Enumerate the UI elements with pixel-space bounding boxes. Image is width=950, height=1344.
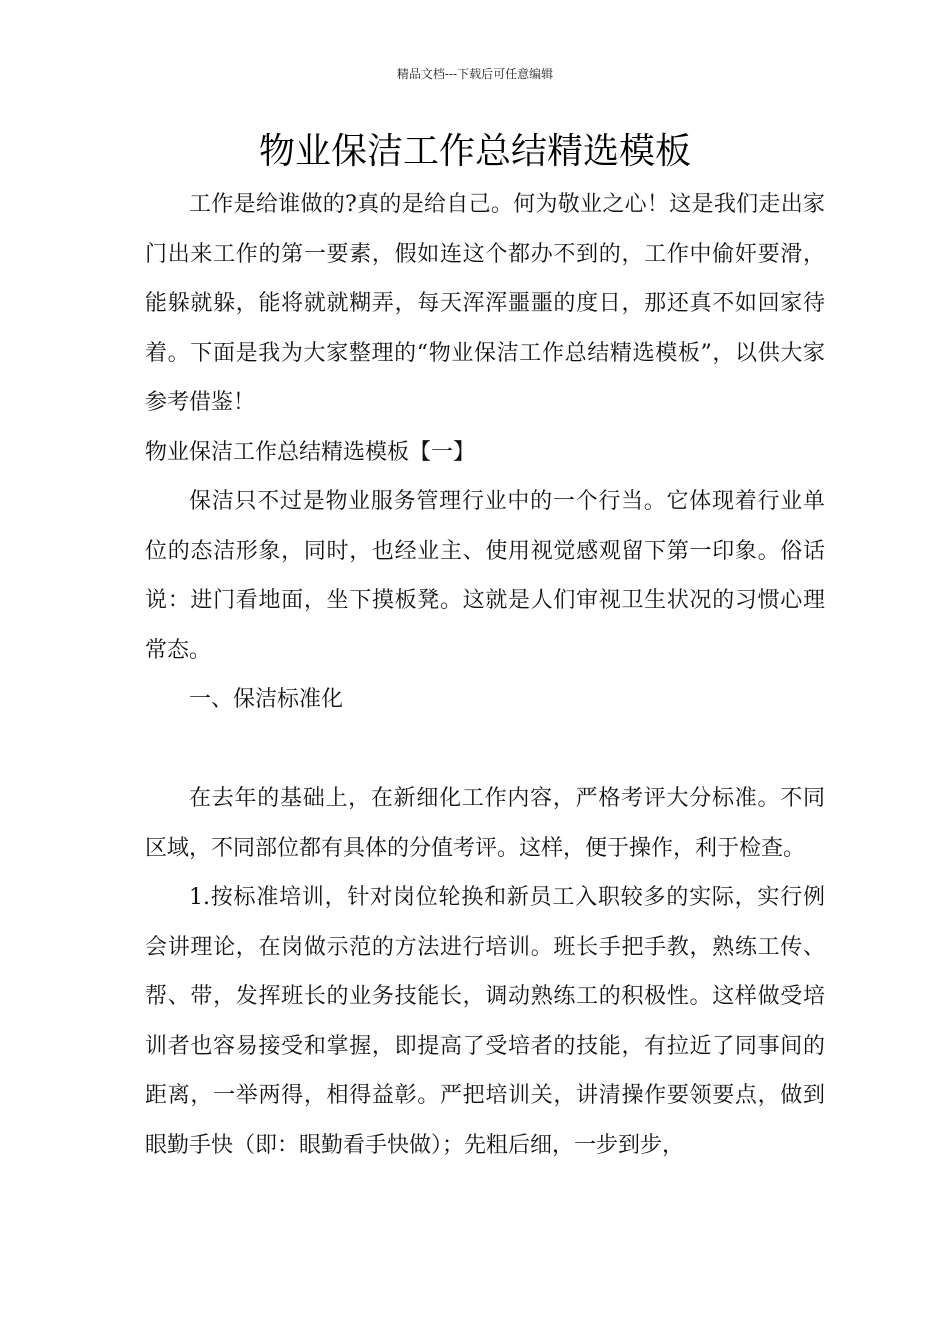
document-body bbox=[145, 180, 825, 1170]
blank-line bbox=[145, 725, 825, 775]
body-paragraph: 在去年的基础上，在新细化工作内容，严格考评大分标准。不同区域，不同部位都有具体的分值考评。这样，便于操作，利于检查。 bbox=[145, 786, 825, 861]
body-paragraph: 保洁只不过是物业服务管理行业中的一个行当。它体现着行业单位的态洁形象，同时，也经业主、使用视觉感观留下第一印象。俗话说：进门看地面，坐下摸板凳。这就是人们审视卫生状况的习惯心理常态。 bbox=[145, 489, 825, 663]
intro-paragraph: 工作是给谁做的?真的是给自己。何为敬业之心！这是我们走出家门出来工作的第一要素，假如连这个都办不到的，工作中偷奸要滑，能躲就躲，能将就就糊弄，每天浑浑噩噩的度日，那还真不如回家待着。下面是我为大家整理的“物业保洁工作总结精选模板”，以供大家参考借鉴！ bbox=[145, 192, 825, 415]
document-title: 物业保洁工作总结精选模板 bbox=[258, 131, 691, 172]
header-note: 精品文档---下载后可任意编辑 bbox=[396, 67, 554, 81]
subsection-heading: 一、保洁标准化 bbox=[189, 687, 344, 712]
section-heading: 物业保洁工作总结精选模板【一】 bbox=[145, 439, 476, 465]
numbered-paragraph: 1.按标准培训，针对岗位轮换和新员工入职较多的实际，实行例会讲理论，在岗做示范的方法进行培训。班长手把手教，熟练工传、帮、带，发挥班长的业务技能长，调动熟练工的积极性。这样做受培训者也容易接受和掌握，即提高了受培者的技能，有拉近了同事间的距离，一举两得，相得益彰。严把培训关，讲清操作要领要点，做到眼勤手快（即：眼勤看手快做）；先粗后细，一步到步， bbox=[145, 885, 825, 1158]
